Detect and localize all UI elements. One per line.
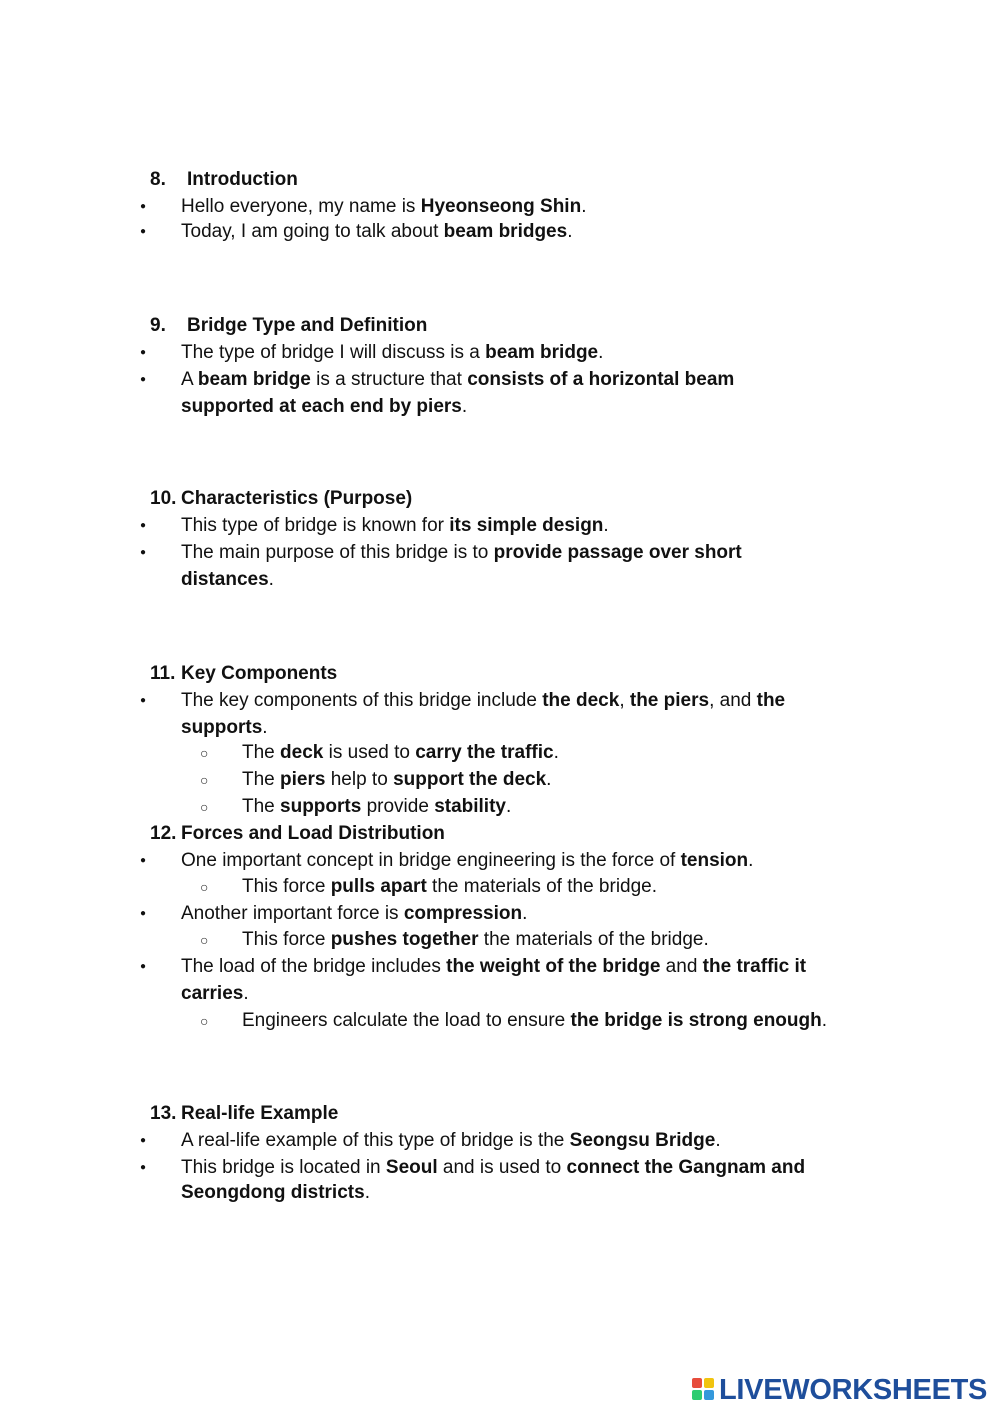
bullet-icon: ● [140,855,147,866]
item-text [181,220,572,244]
text-run: This bridge is located in [181,1157,386,1178]
item-text [181,955,806,979]
text-run: The key components of this bridge include [181,690,543,711]
item-text [181,1181,370,1205]
text-run: . [715,1130,721,1151]
section-title: Forces and Load Distribution [181,823,445,844]
emphasized-text: supports [280,796,362,817]
emphasized-text: supported at each end by piers [181,396,462,417]
emphasized-text: support the deck [393,769,547,790]
liveworksheets-logo-text: LIVEWORKSHEETS [719,1373,988,1406]
emphasized-text: the piers [629,690,710,711]
emphasized-text: the traffic it [702,956,807,977]
text-run: . [262,717,268,738]
sub-bullet-icon: ○ [200,799,209,815]
emphasized-text: tension [680,850,749,871]
text-run: . [581,196,587,217]
text-run: . [603,515,609,536]
text-run: . [461,396,468,417]
text-run: and [660,956,703,977]
emphasized-text: the [756,690,786,711]
emphasized-text: deck [280,742,324,763]
bullet-icon: ● [140,547,147,558]
emphasized-text: the bridge is strong enough [570,1010,822,1031]
bullet-icon: ● [140,961,147,972]
bullet-icon: ● [140,520,147,531]
bullet-icon: ● [140,374,147,385]
emphasized-text: distances [181,569,269,590]
text-run: . [567,221,573,242]
section-title: Bridge Type and Definition [187,315,428,336]
text-run: The load of the bridge includes [181,956,447,977]
item-text [181,395,467,419]
emphasized-text: beam bridge [197,369,311,390]
item-text [181,568,274,592]
text-run: help to [325,769,394,790]
section-title: Key Components [181,663,338,684]
text-run: , and [709,690,757,711]
text-run: , [619,690,630,711]
item-text [181,716,268,740]
emphasized-text: compression [403,903,523,924]
text-run: . [364,1182,370,1203]
item-text [181,1129,721,1153]
text-run: Engineers calculate the load to ensure [242,1010,571,1031]
item-text [242,1009,827,1033]
bullet-icon: ● [140,1135,147,1146]
emphasized-text: provide passage over short [493,542,742,563]
text-run: The type of bridge I will discuss is a [181,342,486,363]
text-run: This force [242,876,331,897]
text-run: Today, I am going to talk about [181,221,444,242]
text-run: is a structure that [310,369,468,390]
text-run: . [553,742,559,763]
section-title: Characteristics (Purpose) [181,488,413,509]
text-run: The main purpose of this bridge is to [181,542,494,563]
text-run: the materials of the bridge. [478,929,709,950]
text-run: This type of bridge is known for [181,515,450,536]
bullet-icon: ● [140,1162,147,1173]
text-run: A real-life example of this type of bridge is the [181,1130,570,1151]
text-run: . [598,342,604,363]
item-text [181,1156,805,1180]
emphasized-text: its simple design [449,515,604,536]
item-text [181,982,249,1006]
emphasized-text: the deck [542,690,620,711]
text-run: the materials of the bridge. [426,876,658,897]
text-run: . [546,769,552,790]
section-number: 12. [150,823,177,844]
emphasized-text: pushes together [330,929,479,950]
text-run: provide [361,796,435,817]
bullet-icon: ● [140,347,147,358]
item-text [242,768,551,792]
item-text [242,741,559,765]
section-title: Real-life Example [181,1103,339,1124]
item-text [242,795,511,819]
emphasized-text: connect the Gangnam and [566,1157,806,1178]
bullet-icon: ● [140,226,147,237]
item-text [242,928,709,952]
section-number: 10. [150,488,177,509]
emphasized-text: beam bridges [443,221,568,242]
bullet-icon: ● [140,908,147,919]
item-text [181,195,586,219]
sub-bullet-icon: ○ [200,772,209,788]
liveworksheets-logo [692,1373,987,1407]
sub-bullet-icon: ○ [200,1013,209,1029]
text-run: and is used to [437,1157,567,1178]
emphasized-text: carries [181,983,244,1004]
emphasized-text: carry the traffic [415,742,554,763]
emphasized-text: consists of a horizontal beam [467,369,735,390]
item-text [181,541,742,565]
text-run: . [748,850,754,871]
item-text [181,368,734,392]
text-run: This force [242,929,331,950]
item-text [181,849,753,873]
text-run: One important concept in bridge engineering is the force of [181,850,681,871]
emphasized-text: the weight of the bridge [446,956,661,977]
section-number: 8. [150,169,166,190]
text-run: The [242,769,281,790]
item-text [242,875,657,899]
emphasized-text: pulls apart [330,876,427,897]
item-text [181,514,609,538]
emphasized-text: piers [280,769,326,790]
bullet-icon: ● [140,201,147,212]
text-run: Another important force is [181,903,404,924]
text-run: The [242,796,281,817]
sub-bullet-icon: ○ [200,745,209,761]
text-run: . [821,1010,828,1031]
text-run: . [268,569,274,590]
emphasized-text: stability [434,796,506,817]
text-run: . [522,903,528,924]
emphasized-text: supports [181,717,263,738]
liveworksheets-logo-mark-icon [692,1378,716,1402]
text-run: The [242,742,281,763]
sub-bullet-icon: ○ [200,879,209,895]
text-run: is used to [323,742,416,763]
emphasized-text: Seongsu Bridge [569,1130,716,1151]
section-number: 13. [150,1103,177,1124]
item-text [181,689,785,713]
section-number: 11. [150,663,176,684]
text-run: Hello everyone, my name is [181,196,421,217]
text-run: . [243,983,249,1004]
text-run: . [506,796,512,817]
emphasized-text: Seongdong districts [181,1182,365,1203]
item-text [181,341,603,365]
emphasized-text: beam bridge [485,342,599,363]
text-run: A [181,369,198,390]
section-title: Introduction [187,169,298,190]
sub-bullet-icon: ○ [200,932,209,948]
emphasized-text: Seoul [385,1157,438,1178]
bullet-icon: ● [140,695,147,706]
section-number: 9. [150,315,166,336]
emphasized-text: Hyeonseong Shin [420,196,582,217]
item-text [181,902,527,926]
